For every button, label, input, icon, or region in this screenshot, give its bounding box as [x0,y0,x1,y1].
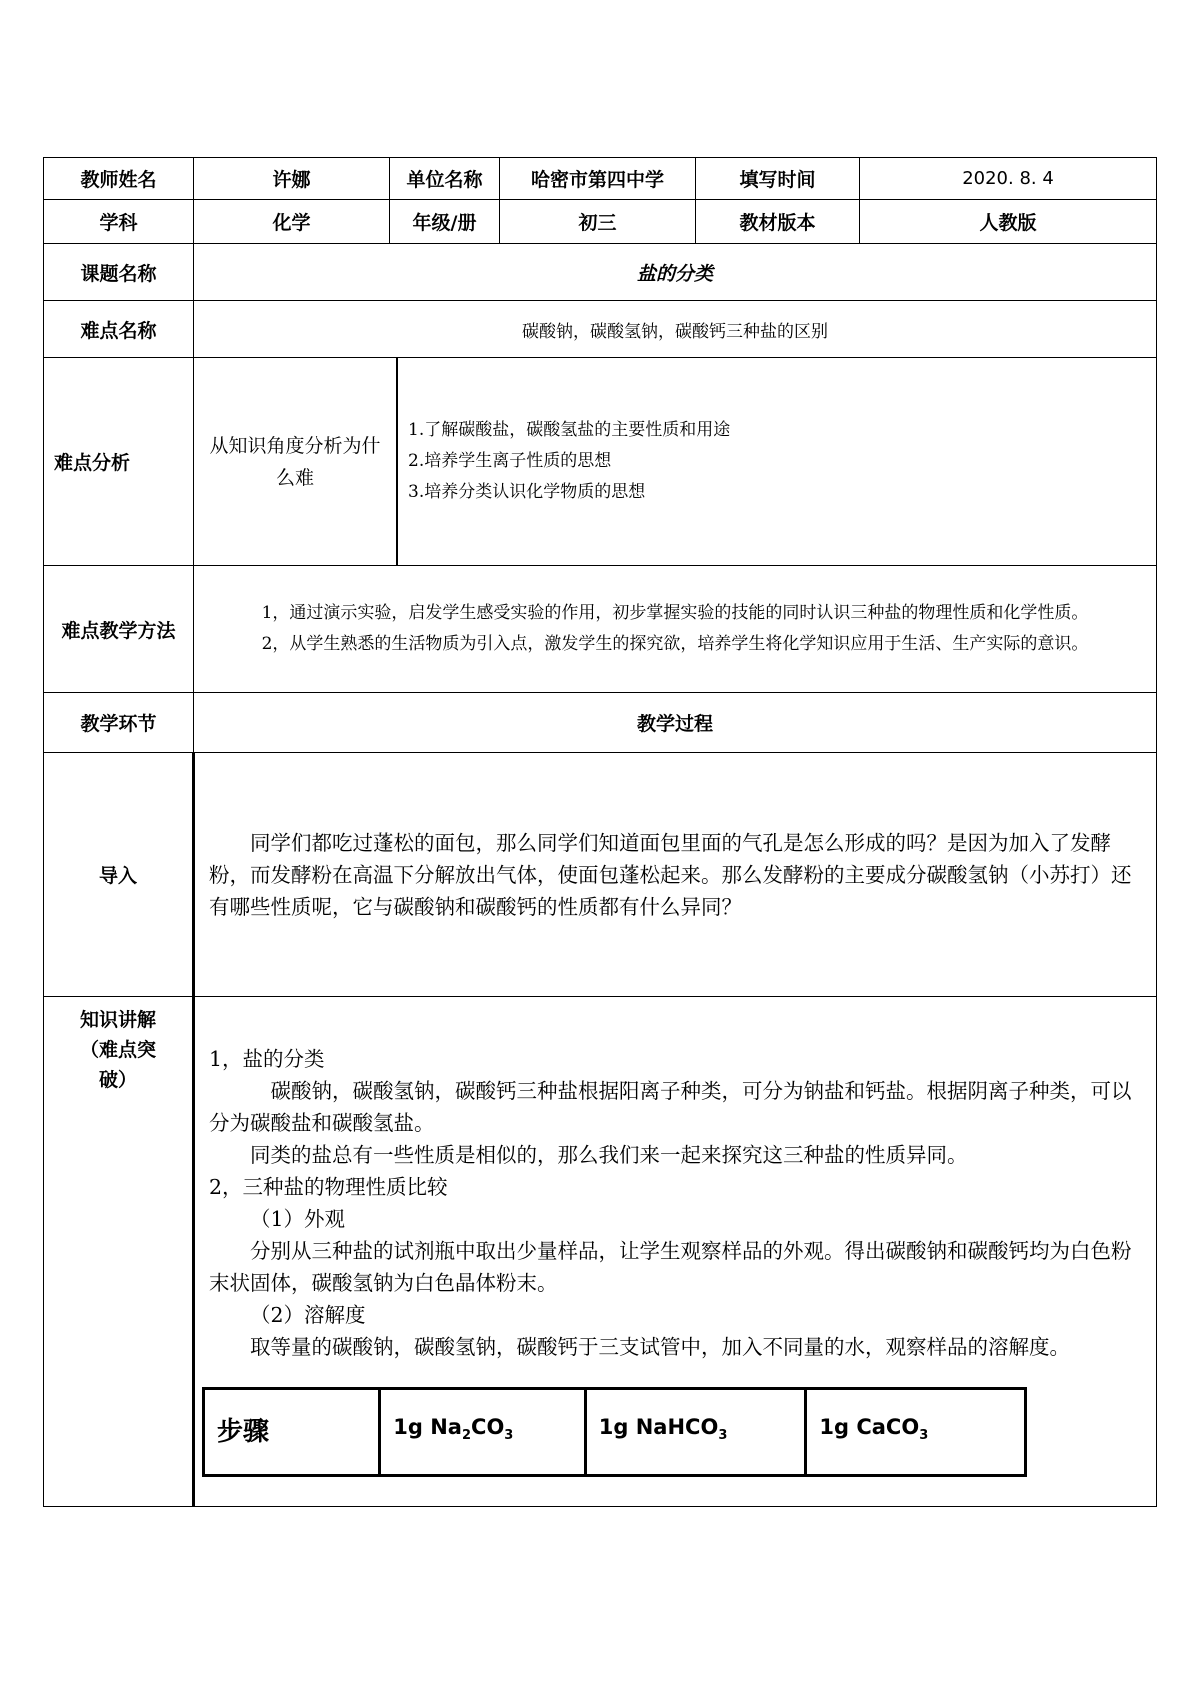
analysis-items [397,358,1156,565]
analysis-row [44,358,1157,566]
knowledge-label-line: 破） [98,1069,137,1091]
header-row-1 [44,158,1157,200]
knowledge-heading: 2，三种盐的物理性质比较 [209,1175,448,1199]
analysis-item: 2.培养学生离子性质的思想 [408,451,612,471]
method-label: 难点教学方法 [44,566,194,693]
nahco3-prefix: 1g NaHCO [598,1415,719,1440]
na2co3-sub2: 3 [504,1428,514,1444]
knowledge-paragraph: 碳酸钠，碳酸氢钠，碳酸钙三种盐根据阳离子种类，可分为钠盐和钙盐。根据阴离子种类，可以分为碳酸盐和碳酸氢盐。 [209,1079,1132,1135]
analysis-cell [194,358,1157,566]
steps-label: 步骤 [204,1389,380,1476]
topic-label: 课题名称 [44,244,194,301]
caco3-header [806,1389,1026,1476]
topic-row [44,244,1157,301]
na2co3-sub1: 2 [461,1428,472,1444]
na2co3-prefix: 1g Na [393,1415,462,1440]
difficulty-row [44,301,1157,358]
knowledge-label-line: （难点突 [79,1039,156,1061]
method-row [44,566,1157,693]
nahco3-header [585,1389,806,1476]
grade-label: 年级/册 [390,200,500,244]
analysis-inner-table [194,358,1156,565]
knowledge-content [194,997,1157,1507]
knowledge-subheading: （2）溶解度 [250,1303,366,1327]
analysis-item: 1.了解碳酸盐，碳酸氢盐的主要性质和用途 [408,420,731,440]
analysis-item: 3.培养分类认识化学物质的思想 [408,482,646,502]
intro-text: 同学们都吃过蓬松的面包，那么同学们知道面包里面的气孔是怎么形成的吗？是因为加入了发酵粉，而发酵粉在高温下分解放出气体，使面包蓬松起来。那么发酵粉的主要成分碳酸氢钠（小苏打）还有哪些性质呢，它与碳酸钠和碳酸钙的性质都有什么异同？ [209,830,1132,919]
intro-row [44,753,1157,997]
knowledge-paragraph: 取等量的碳酸钠，碳酸氢钠，碳酸钙于三支试管中，加入不同量的水，观察样品的溶解度。 [250,1335,1070,1359]
intro-label: 导入 [44,753,194,997]
process-header-row [44,693,1157,753]
knowledge-label [44,997,194,1507]
subject-label: 学科 [44,200,194,244]
knowledge-paragraph: 同类的盐总有一些性质是相似的，那么我们来一起来探究这三种盐的性质异同。 [250,1143,968,1167]
knowledge-label-line: 知识讲解 [79,1009,156,1031]
date-value: 2020. 8. 4 [860,158,1157,200]
analysis-sub-label: 从知识角度分析为什么难 [194,358,397,565]
knowledge-row [44,997,1157,1507]
method-content [194,566,1157,693]
na2co3-mid: CO [471,1415,505,1440]
knowledge-heading: 1，盐的分类 [209,1047,325,1071]
grade-value: 初三 [500,200,696,244]
unit-label: 单位名称 [390,158,500,200]
teacher-name: 许娜 [194,158,390,200]
method-item: 2，从学生熟悉的生活物质为引入点，激发学生的探究欲，培养学生将化学知识应用于生活、生产实际的意识。 [261,634,1089,654]
edition-label: 教材版本 [696,200,860,244]
caco3-sub: 3 [919,1428,929,1444]
analysis-label: 难点分析 [44,358,194,566]
edition-value: 人教版 [860,200,1157,244]
lesson-plan-table [43,157,1157,1507]
intro-content [194,753,1157,997]
subject-value: 化学 [194,200,390,244]
knowledge-subheading: （1）外观 [250,1207,346,1231]
steps-table [202,1387,1027,1477]
process-label: 教学环节 [44,693,194,753]
topic-value: 盐的分类 [194,244,1157,301]
date-label: 填写时间 [696,158,860,200]
unit-name: 哈密市第四中学 [500,158,696,200]
process-value: 教学过程 [194,693,1157,753]
caco3-prefix: 1g CaCO [819,1415,920,1440]
difficulty-value: 碳酸钠，碳酸氢钠，碳酸钙三种盐的区别 [194,301,1157,358]
na2co3-header [380,1389,586,1476]
method-item: 1，通过演示实验，启发学生感受实验的作用，初步掌握实验的技能的同时认识三种盐的物理性质和化学性质。 [261,603,1089,623]
teacher-label: 教师姓名 [44,158,194,200]
knowledge-paragraph: 分别从三种盐的试剂瓶中取出少量样品，让学生观察样品的外观。得出碳酸钠和碳酸钙均为白色粉末状固体，碳酸氢钠为白色晶体粉末。 [209,1239,1132,1295]
header-row-2 [44,200,1157,244]
nahco3-sub: 3 [718,1428,728,1444]
difficulty-label: 难点名称 [44,301,194,358]
